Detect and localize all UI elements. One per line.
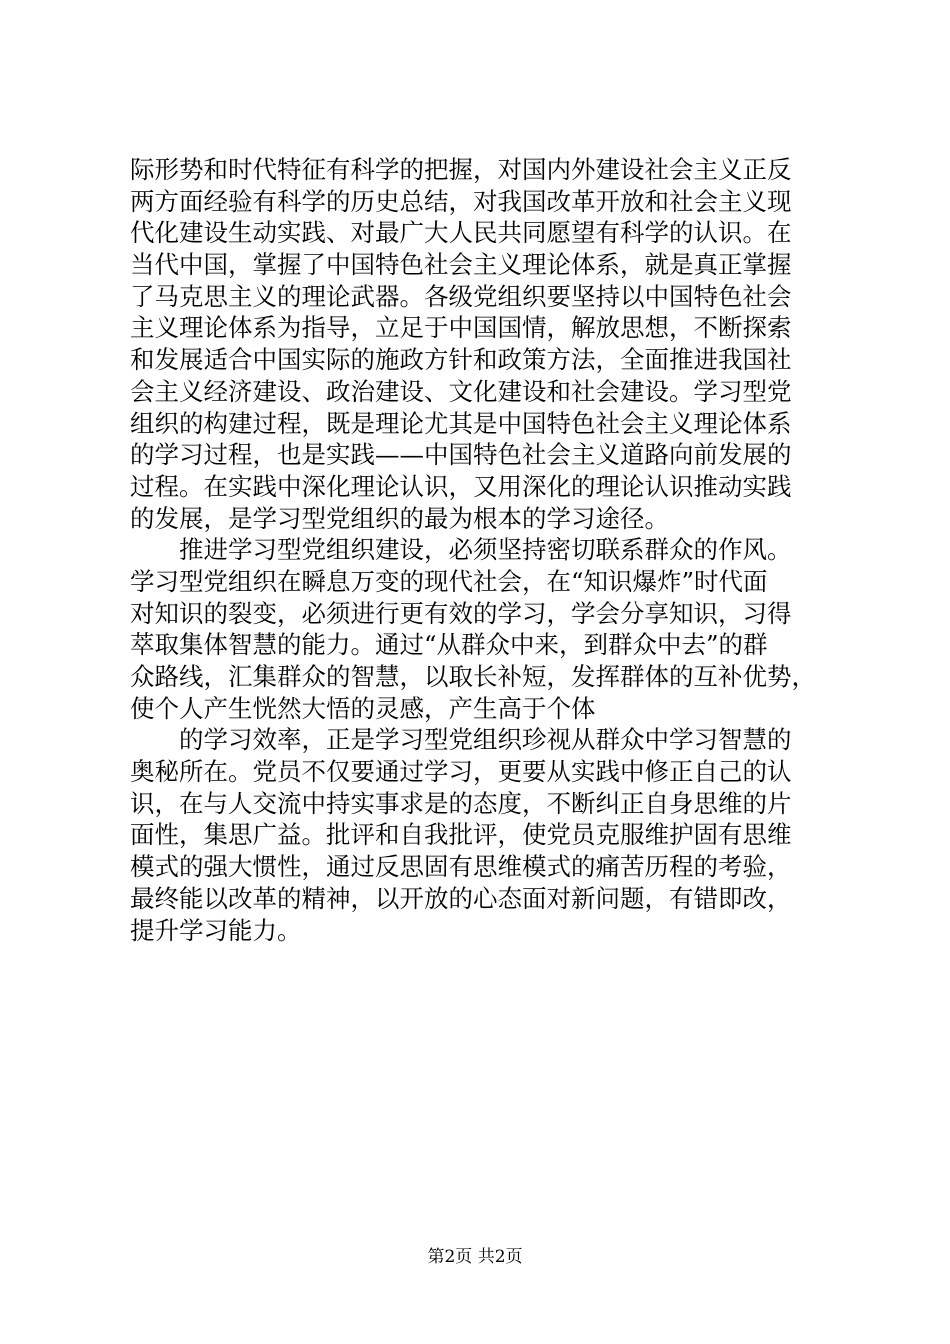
text-line: 组织的构建过程，既是理论尤其是中国特色社会主义理论体系 (130, 408, 792, 438)
text-line: 奥秘所在。党员不仅要通过学习，更要从实践中修正自己的认 (130, 757, 792, 787)
page-number-footer: 第2页 共2页 (427, 1247, 523, 1267)
text-line: 过程。在实践中深化理论认识，又用深化的理论认识推动实践 (130, 471, 792, 501)
text-line: 的学习过程，也是实践——中国特色社会主义道路向前发展的 (130, 440, 792, 470)
text-line: 提升学习能力。 (130, 915, 302, 945)
text-line: 了马克思主义的理论武器。各级党组织要坚持以中国特色社会 (130, 281, 792, 311)
text-line: 两方面经验有科学的历史总结，对我国改革开放和社会主义现 (130, 186, 792, 216)
text-line: 会主义经济建设、政治建设、文化建设和社会建设。学习型党 (130, 376, 792, 406)
text-line: 的发展，是学习型党组织的最为根本的学习途径。 (130, 503, 669, 533)
text-line: 代化建设生动实践、对最广大人民共同愿望有科学的认识。在 (130, 218, 792, 248)
text-line: 的学习效率，正是学习型党组织珍视从群众中学习智慧的 (130, 725, 792, 755)
text-line: 面性，集思广益。批评和自我批评，使党员克服维护固有思维 (130, 820, 792, 850)
text-line: 当代中国，掌握了中国特色社会主义理论体系，就是真正掌握 (130, 250, 792, 280)
body-text (130, 154, 830, 946)
text-line: 主义理论体系为指导，立足于中国国情，解放思想，不断探索 (130, 313, 792, 343)
text-line: 识，在与人交流中持实事求是的态度，不断纠正自身思维的片 (130, 788, 792, 818)
text-line: 学习型党组织在瞬息万变的现代社会，在“知识爆炸”时代面 (130, 566, 768, 596)
text-line: 推进学习型党组织建设，必须坚持密切联系群众的作风。 (130, 535, 792, 565)
text-line: 最终能以改革的精神，以开放的心态面对新问题，有错即改， (130, 883, 792, 913)
text-line: 萃取集体智慧的能力。通过“从群众中来，到群众中去”的群 (130, 630, 768, 660)
text-line: 使个人产生恍然大悟的灵感，产生高于个体 (130, 693, 596, 723)
text-line: 际形势和时代特征有科学的把握，对国内外建设社会主义正反 (130, 155, 792, 184)
text-line: 众路线，汇集群众的智慧，以取长补短，发挥群体的互补优势， (130, 662, 816, 691)
text-line: 和发展适合中国实际的施政方针和政策方法，全面推进我国社 (130, 345, 792, 375)
text-line: 对知识的裂变，必须进行更有效的学习，学会分享知识，习得 (130, 598, 792, 628)
text-line: 模式的强大惯性，通过反思固有思维模式的痛苦历程的考验， (130, 852, 792, 882)
